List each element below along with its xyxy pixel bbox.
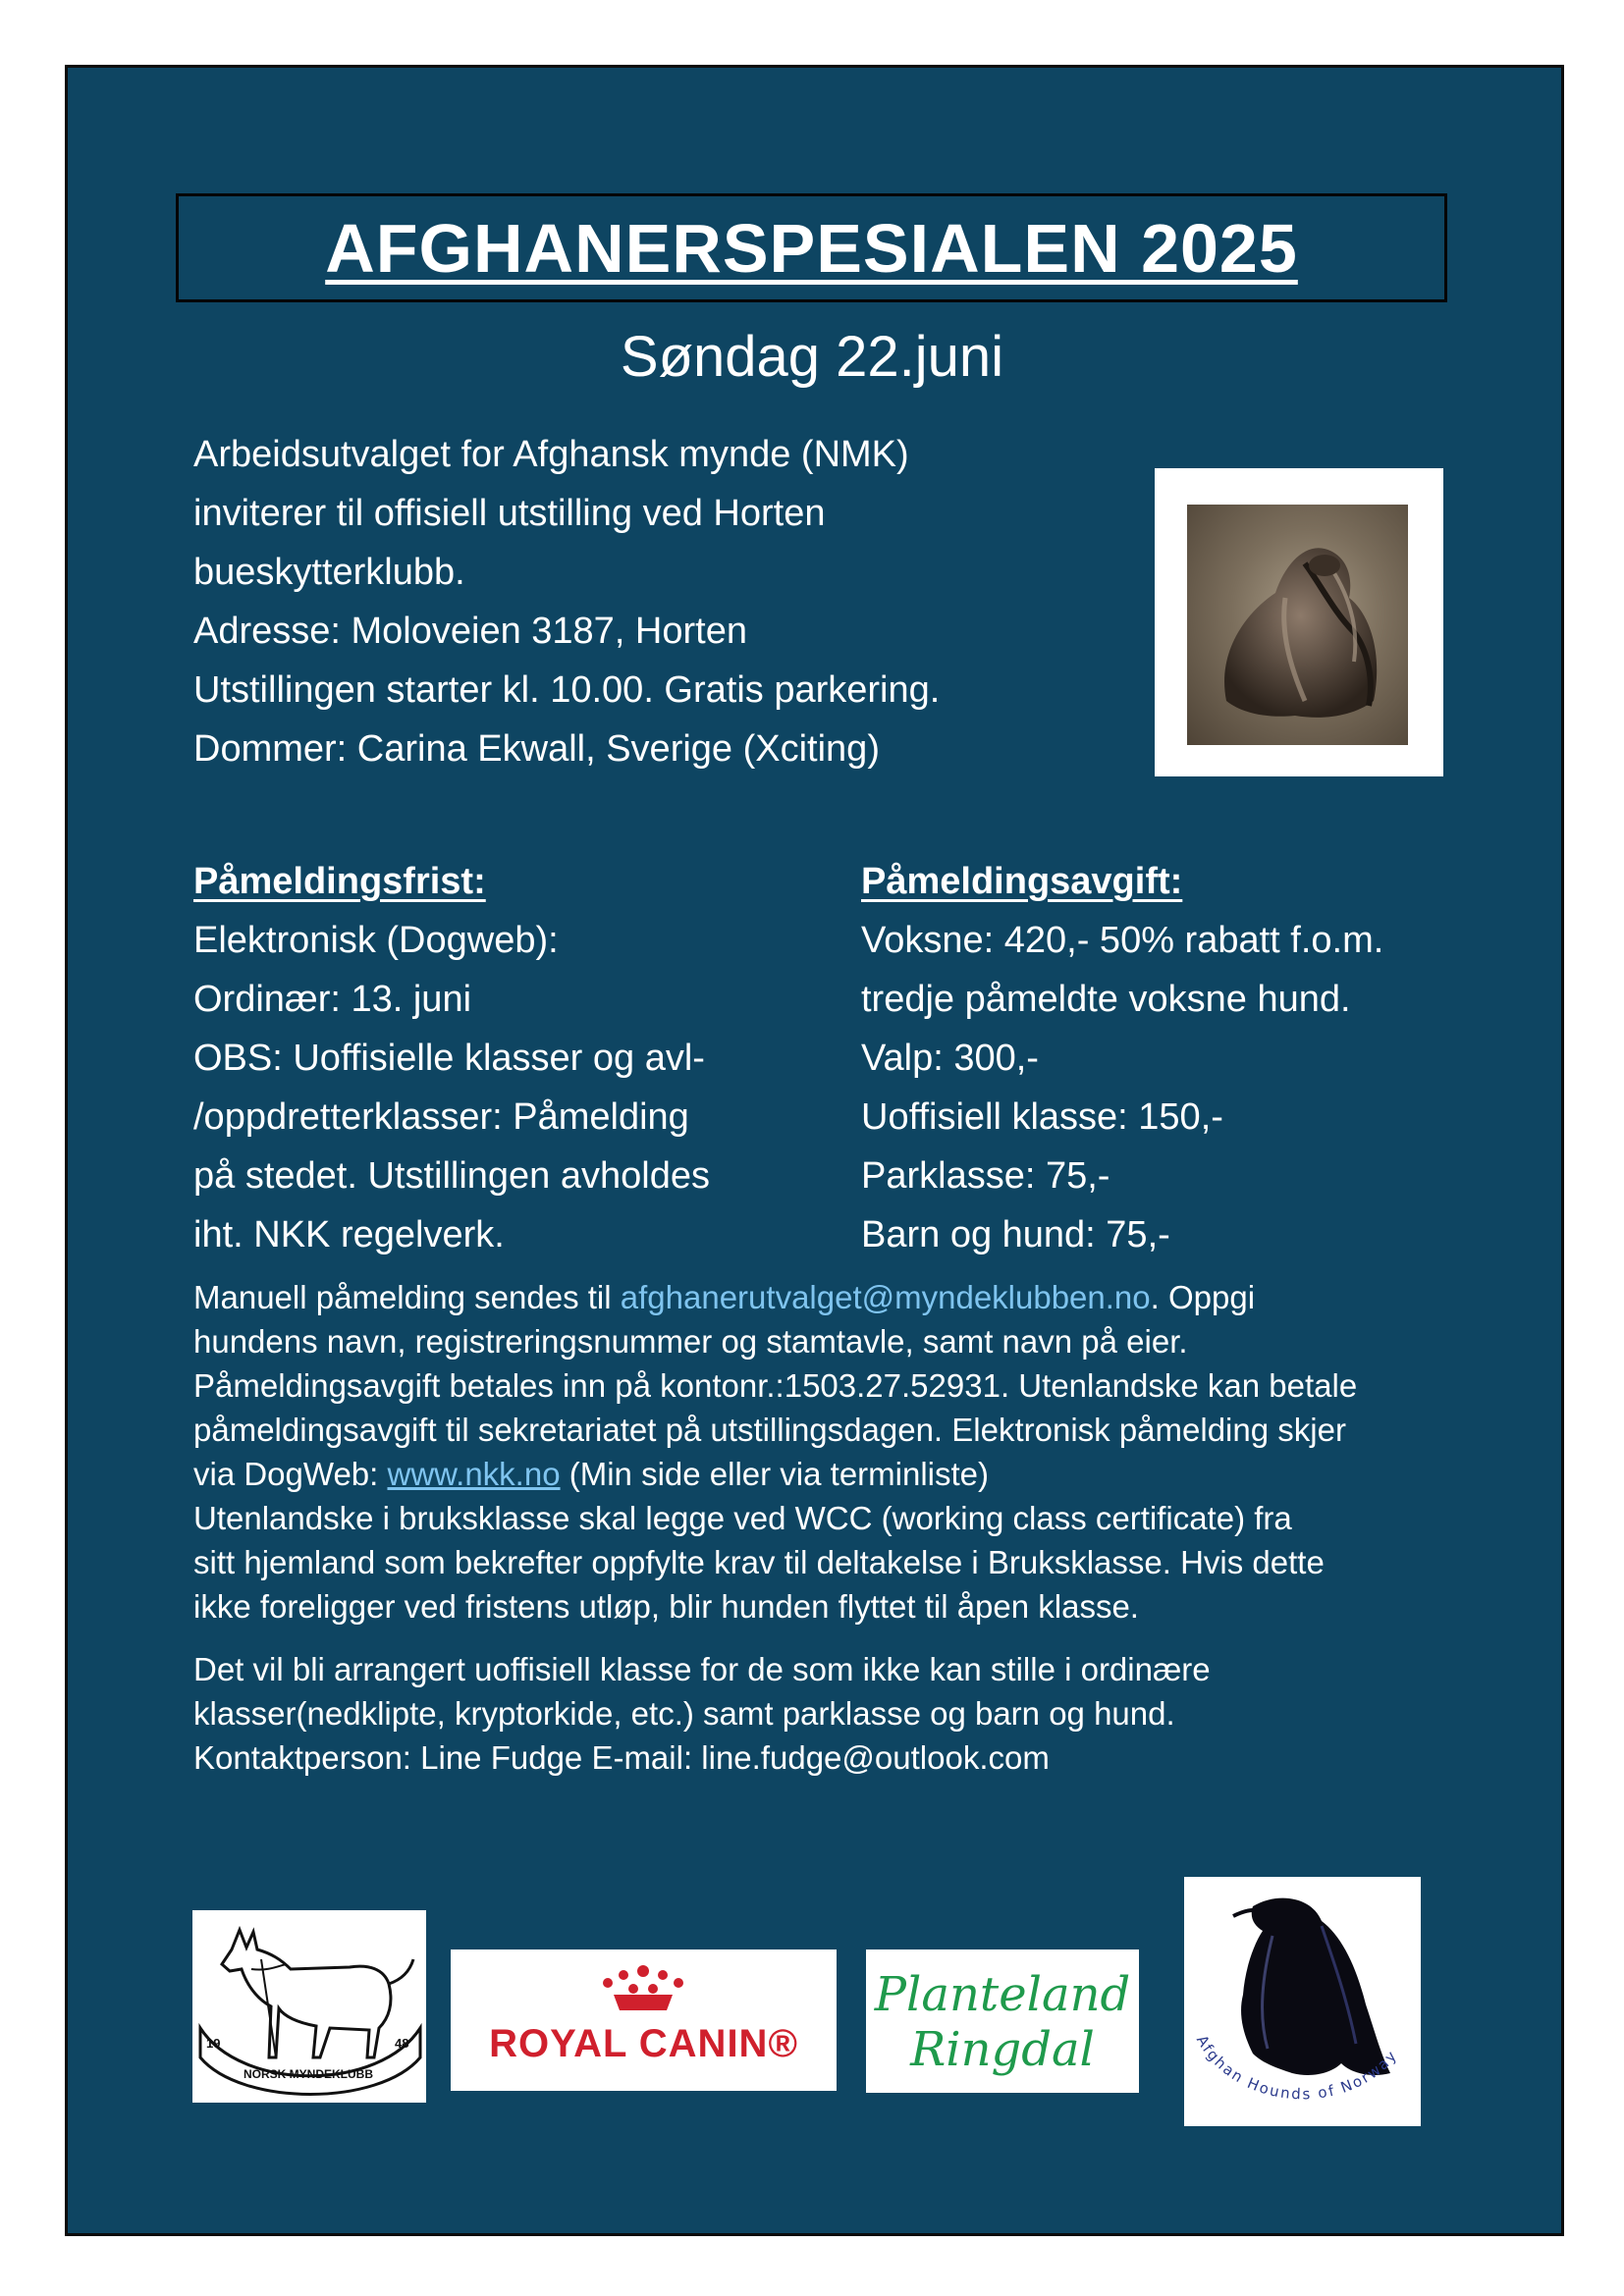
planteland-ringdal-logo (866, 1949, 1139, 2093)
nmk-year-right: 48 (395, 2036, 409, 2051)
nkk-website-link[interactable]: www.nkk.no (387, 1456, 561, 1492)
extra-line: Det vil bli arrangert uoffisiell klasse for de som ikke kan stille i ordinære (193, 1651, 1211, 1687)
extra-line: Kontaktperson: Line Fudge E-mail: line.fudge@outlook.com (193, 1739, 1050, 1776)
ahn-logo-text: Afghan Hounds of Norway (1192, 2032, 1402, 2104)
info-line: hundens navn, registreringsnummer og stamtavle, samt navn på eier. (193, 1323, 1188, 1360)
fees-heading: Påmeldingsavgift: (861, 861, 1183, 902)
title-box (176, 193, 1447, 302)
registration-info (193, 1275, 1470, 1629)
ringdal-text: Ringdal (910, 2022, 1095, 2077)
nmk-year-left: 19 (206, 2036, 221, 2051)
deadline-line: OBS: Uoffisielle klasser og avl- (193, 1038, 705, 1079)
info-line (193, 1452, 1470, 1496)
intro-line: Utstillingen starter kl. 10.00. Gratis parkering. (193, 669, 941, 711)
info-text: via DogWeb: (193, 1456, 388, 1492)
fee-line: Barn og hund: 75,- (861, 1214, 1170, 1255)
dog-sculpture-photo (1155, 468, 1443, 776)
intro-line: Adresse: Moloveien 3187, Horten (193, 611, 747, 652)
nmk-name: NORSK MYNDEKLUBB (244, 2067, 373, 2081)
info-line: Utenlandske i bruksklasse skal legge ved WCC (working class certificate) fra (193, 1500, 1292, 1536)
info-text: . Oppgi (1150, 1279, 1256, 1315)
info-line (193, 1275, 1470, 1319)
fee-line: Valp: 300,- (861, 1038, 1039, 1079)
deadline-line: Ordinær: 13. juni (193, 979, 472, 1020)
info-text: Manuell påmelding sendes til (193, 1279, 621, 1315)
fee-line: Voksne: 420,- 50% rabatt f.o.m. (861, 920, 1384, 961)
afghan-hounds-of-norway-logo (1184, 1877, 1421, 2126)
info-line: påmeldingsavgift til sekretariatet på utstillingsdagen. Elektronisk påmelding skjer (193, 1412, 1346, 1448)
intro-block (193, 425, 1077, 778)
intro-line: bueskytterklubb. (193, 552, 465, 593)
intro-line: inviterer til offisiell utstilling ved Horten (193, 493, 826, 534)
page-title: AFGHANERSPESIALEN 2025 (325, 209, 1298, 287)
info-line: sitt hjemland som bekrefter oppfylte krav til deltakelse i Bruksklasse. Hvis dette (193, 1544, 1325, 1580)
planteland-text: Planteland (874, 1967, 1131, 2022)
royal-canin-wordmark: ROYAL CANIN® (489, 2022, 798, 2065)
intro-line: Dommer: Carina Ekwall, Sverige (Xciting) (193, 728, 880, 770)
extra-line: klasser(nedklipte, kryptorkide, etc.) samt parklasse og barn og hund. (193, 1695, 1175, 1732)
deadline-line: på stedet. Utstillingen avholdes (193, 1155, 710, 1197)
deadline-line: /oppdretterklasser: Påmelding (193, 1096, 689, 1138)
event-date: Søndag 22.juni (620, 325, 1004, 389)
organizer-email-link[interactable]: afghanerutvalget@myndeklubben.no (620, 1279, 1151, 1315)
fee-line: tredje påmeldte voksne hund. (861, 979, 1351, 1020)
fee-line: Uoffisiell klasse: 150,- (861, 1096, 1223, 1138)
deadline-heading: Påmeldingsfrist: (193, 861, 486, 902)
norsk-myndeklubb-logo (192, 1910, 426, 2103)
extra-info (193, 1647, 1470, 1780)
info-line: Påmeldingsavgift betales inn på kontonr.:1503.27.52931. Utenlandske kan betale (193, 1367, 1358, 1404)
info-line: ikke foreligger ved fristens utløp, blir hunden flyttet til åpen klasse. (193, 1588, 1139, 1625)
fees-column (861, 852, 1470, 1264)
info-text: (Min side eller via terminliste) (560, 1456, 990, 1492)
sculpture-image (1187, 505, 1408, 745)
intro-line: Arbeidsutvalget for Afghansk mynde (NMK) (193, 434, 909, 475)
deadline-line: iht. NKK regelverk. (193, 1214, 505, 1255)
fee-line: Parklasse: 75,- (861, 1155, 1110, 1197)
deadline-column (193, 852, 802, 1264)
deadline-line: Elektronisk (Dogweb): (193, 920, 559, 961)
royal-canin-logo (451, 1949, 837, 2091)
